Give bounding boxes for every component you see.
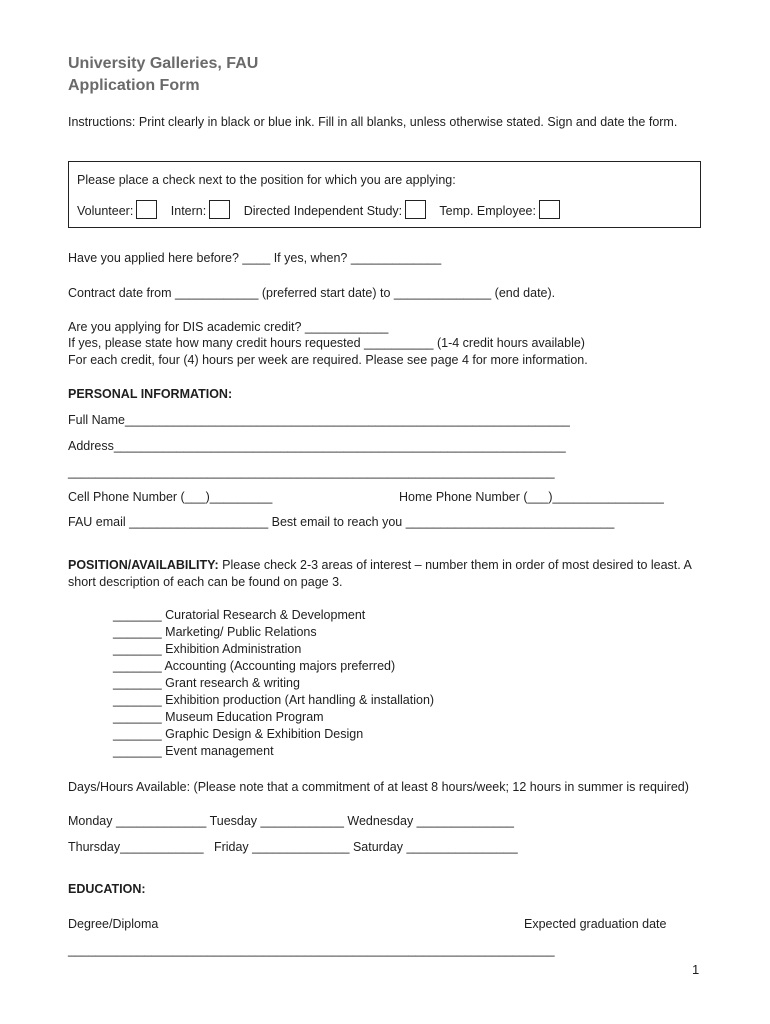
education-heading: EDUCATION: (68, 882, 146, 896)
area-label: Museum Education Program (165, 710, 324, 724)
option-label-intern: Intern: (170, 204, 207, 218)
area-label: Exhibition Administration (165, 642, 302, 656)
option-label-volunteer: Volunteer: (77, 204, 134, 218)
area-label: Grant research & writing (165, 676, 300, 690)
education-line-field[interactable]: ______________________________________________________________________ (68, 943, 555, 957)
volunteer-checkbox[interactable] (136, 200, 157, 219)
area-label: Graphic Design & Exhibition Design (165, 727, 364, 741)
area-label: Exhibition production (Art handling & installation) (165, 693, 435, 707)
address-line2-field[interactable]: ______________________________________________________________________ (68, 465, 555, 479)
area-blank[interactable]: _______ (113, 727, 162, 741)
position-heading: POSITION/AVAILABILITY: (68, 558, 219, 572)
list-item[interactable] (113, 744, 274, 758)
degree-label: Degree/Diploma (68, 917, 159, 931)
position-options-row (77, 200, 570, 220)
page-number: 1 (692, 962, 700, 977)
option-label-dis: Directed Independent Study: (243, 204, 403, 218)
area-blank[interactable]: _______ (113, 710, 162, 724)
area-label: Marketing/ Public Relations (165, 625, 317, 639)
instructions-text: Instructions: Print clearly in black or blue ink. Fill in all blanks, unless otherwise stated. Sign and date the form. (68, 115, 678, 129)
area-blank[interactable]: _______ (113, 676, 162, 690)
position-instructions: Please check 2-3 areas of interest – number them in order of most desired to least. A short description of each can be found on page 3. (68, 558, 692, 589)
area-blank[interactable]: _______ (113, 625, 162, 639)
graduation-date-label: Expected graduation date (524, 917, 667, 931)
applied-before-field[interactable]: Have you applied here before? ____ If yes, when? _____________ (68, 251, 442, 265)
area-blank[interactable]: _______ (113, 608, 162, 622)
list-item[interactable] (113, 608, 365, 622)
area-blank[interactable]: _______ (113, 642, 162, 656)
cell-phone-field[interactable]: Cell Phone Number (___)_________ (68, 490, 273, 504)
list-item[interactable] (113, 710, 324, 724)
dis-checkbox[interactable] (405, 200, 426, 219)
temp-employee-checkbox[interactable] (539, 200, 560, 219)
dis-credit-field[interactable]: Are you applying for DIS academic credit? ____________ (68, 320, 389, 334)
full-name-field[interactable]: Full Name________________________________________________________________ (68, 413, 570, 427)
area-label: Curatorial Research & Development (165, 608, 366, 622)
home-phone-field[interactable]: Home Phone Number (___)________________ (399, 490, 664, 504)
intern-checkbox[interactable] (209, 200, 230, 219)
list-item[interactable] (113, 659, 395, 673)
availability-row-1[interactable]: Monday _____________ Tuesday ____________ Wednesday ______________ (68, 814, 514, 828)
contract-date-field[interactable]: Contract date from ____________ (preferred start date) to ______________ (end date). (68, 286, 556, 300)
form-title-application: Application Form (68, 77, 200, 94)
address-field[interactable]: Address_________________________________________________________________ (68, 439, 566, 453)
option-label-temp-employee: Temp. Employee: (439, 204, 536, 218)
list-item[interactable] (113, 642, 301, 656)
personal-info-heading: PERSONAL INFORMATION: (68, 387, 233, 401)
form-title-gallery: University Galleries, FAU (68, 55, 259, 72)
area-label: Accounting (Accounting majors preferred) (164, 659, 396, 673)
area-label: Event management (165, 744, 274, 758)
list-item[interactable] (113, 693, 434, 707)
list-item[interactable] (113, 727, 363, 741)
position-prompt: Please place a check next to the position for which you are applying: (77, 173, 456, 187)
list-item[interactable] (113, 676, 300, 690)
area-blank[interactable]: _______ (113, 693, 162, 707)
area-blank[interactable]: _______ (113, 744, 162, 758)
availability-row-2[interactable]: Thursday____________ Friday ______________ Saturday ________________ (68, 840, 518, 854)
email-fields[interactable]: FAU email ____________________ Best email to reach you ______________________________ (68, 515, 615, 529)
availability-note: Days/Hours Available: (Please note that a commitment of at least 8 hours/week; 12 hours in summer is required) (68, 780, 689, 794)
list-item[interactable] (113, 625, 317, 639)
area-blank[interactable]: _______ (113, 659, 162, 673)
credit-note: For each credit, four (4) hours per week are required. Please see page 4 for more information. (68, 353, 588, 367)
position-availability-section (68, 557, 703, 591)
position-selection-box (68, 161, 701, 228)
credit-hours-field[interactable]: If yes, please state how many credit hours requested __________ (1-4 credit hours available) (68, 336, 585, 350)
